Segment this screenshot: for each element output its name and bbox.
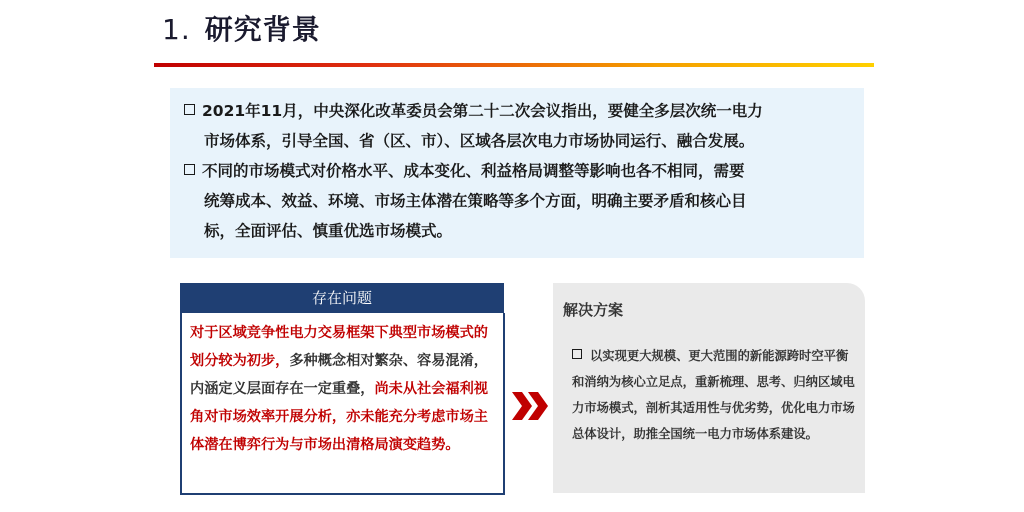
page-title [162, 8, 321, 48]
bullet-2-line-3: 标，全面评估、慎重优选市场模式。 [204, 222, 453, 240]
problem-red-1: 对于区域竞争性电力交易框架下典型市场模式的划分较为初步， [190, 325, 488, 369]
section-title: 研究背景 [204, 13, 321, 46]
problem-black-1: 多种概念相对繁杂、容易混淆，内涵定义层面存在一定重叠， [190, 353, 488, 397]
section-number: 1. [162, 13, 191, 46]
problem-red-2: 尚未从社会福利视角对市场效率开展分析，亦未能充分考虑市场主体潜在博弈行为与市场出清格局演变趋势。 [190, 381, 488, 453]
solution-title: 解决方案 [563, 301, 624, 319]
title-underline [154, 63, 874, 67]
bullet-2-line-1: 不同的市场模式对价格水平、成本变化、利益格局调整等影响也各不相同，需要 [202, 162, 745, 180]
bullet-1-line-1: 2021年11月，中央深化改革委员会第二十二次会议指出，要健全多层次统一电力 [202, 102, 763, 120]
background-bullet-1 [184, 96, 1024, 156]
solution-panel [553, 283, 865, 493]
bullet-2-line-2: 统筹成本、效益、环境、市场主体潜在策略等多个方面，明确主要矛盾和核心目 [204, 192, 747, 210]
bullet-1-line-2: 市场体系，引导全国、省（区、市）、区域各层次电力市场协同运行、融合发展。 [204, 132, 755, 150]
problem-header: 存在问题 [180, 283, 504, 313]
problem-panel [180, 313, 505, 495]
solution-bullet: 以实现更大规模、更大范围的新能源跨时空平衡和消纳为核心立足点，重新梳理、思考、归纳区域电力市场模式，剖析其适用性与优劣势，优化电力市场总体设计，助推全国统一电力市场体系建设。 [572, 349, 855, 441]
solution-text [572, 343, 858, 447]
square-bullet-icon [184, 104, 195, 115]
square-bullet-icon [572, 349, 582, 359]
double-chevron-right-icon [510, 388, 552, 424]
background-bullet-2 [184, 156, 1024, 246]
square-bullet-icon [184, 164, 195, 175]
problem-text [190, 319, 496, 459]
